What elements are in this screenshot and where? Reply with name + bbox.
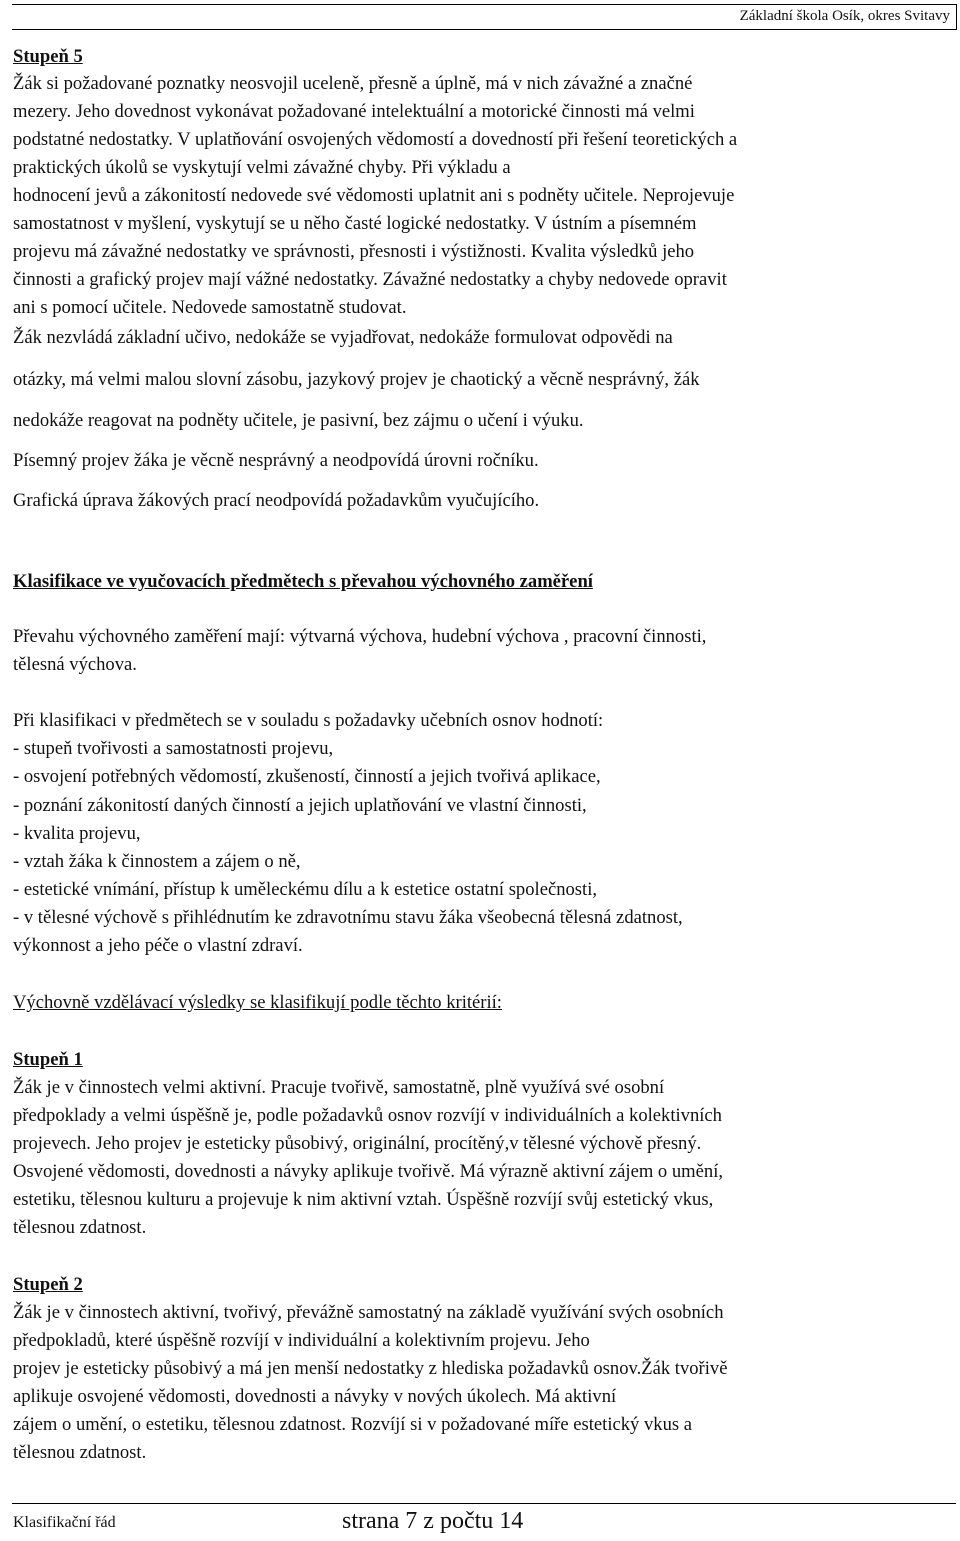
- paragraph-line: tělesnou zdatnost.: [13, 1217, 147, 1238]
- paragraph-line: předpokladů, které úspěšně rozvíjí v individuální a kolektivním projevu. Jeho: [13, 1330, 590, 1351]
- paragraph-line: tělesnou zdatnost.: [13, 1442, 147, 1463]
- criteria-item: - kvalita projevu,: [13, 823, 141, 844]
- results-heading: Výchovně vzdělávací výsledky se klasifikují podle těchto kritérií:: [13, 992, 502, 1013]
- grade-5-heading: Stupeň 5: [13, 46, 83, 67]
- paragraph-line: estetiku, tělesnou kulturu a projevuje k nim aktivní vztah. Úspěšně rozvíjí svůj estetický vkus,: [13, 1189, 714, 1210]
- paragraph-line: hodnocení jevů a zákonitostí nedovede své vědomosti uplatnit ani s podněty učitele. Neprojevuje: [13, 185, 735, 206]
- criteria-item: - stupeň tvořivosti a samostatnosti projevu,: [13, 738, 334, 759]
- paragraph-line: tělesná výchova.: [13, 654, 137, 675]
- paragraph-line: Grafická úprava žákových prací neodpovídá požadavkům vyučujícího.: [13, 490, 540, 511]
- document-title: Klasifikační řád: [13, 1514, 116, 1531]
- paragraph-line: aplikuje osvojené vědomosti, dovednosti a návyky v nových úkolech. Má aktivní: [13, 1386, 617, 1407]
- page-header: [12, 4, 957, 30]
- paragraph-line: otázky, má velmi malou slovní zásobu, jazykový projev je chaotický a věcně nesprávný, žák: [13, 369, 700, 390]
- criteria-item: - estetické vnímání, přístup k uměleckému dílu a k estetice ostatní společnosti,: [13, 879, 598, 900]
- paragraph-line: projevu má závažné nedostatky ve správnosti, přesnosti i výstižnosti. Kvalita výsledků jeho: [13, 241, 695, 262]
- paragraph-line: ani s pomocí učitele. Nedovede samostatně studovat.: [13, 297, 407, 318]
- criteria-intro: Při klasifikaci v předmětech se v souladu s požadavky učebních osnov hodnotí:: [13, 710, 604, 731]
- criteria-item: - vztah žáka k činnostem a zájem o ně,: [13, 851, 301, 872]
- paragraph-line: Osvojené vědomosti, dovednosti a návyky aplikuje tvořivě. Má výrazně aktivní zájem o umění,: [13, 1161, 724, 1182]
- paragraph-line: činnosti a grafický projev mají vážné nedostatky. Závažné nedostatky a chyby nedovede opravit: [13, 269, 727, 290]
- school-name: Základní škola Osík, okres Svitavy: [739, 8, 950, 24]
- paragraph-line: Žák si požadované poznatky neosvojil uceleně, přesně a úplně, má v nich závažné a značné: [13, 73, 693, 94]
- section-heading: Klasifikace ve vyučovacích předmětech s převahou výchovného zaměření: [13, 571, 593, 592]
- page-number: strana 7 z počtu 14: [342, 1508, 524, 1534]
- criteria-item: - osvojení potřebných vědomostí, zkušeností, činností a jejich tvořivá aplikace,: [13, 766, 601, 787]
- paragraph-line: praktických úkolů se vyskytují velmi závažné chyby. Při výkladu a: [13, 157, 511, 178]
- paragraph-line: Žák je v činnostech aktivní, tvořivý, převážně samostatný na základě využívání svých osobních: [13, 1302, 724, 1323]
- grade-2-heading: Stupeň 2: [13, 1274, 83, 1295]
- paragraph-line: mezery. Jeho dovednost vykonávat požadované intelektuální a motorické činnosti má velmi: [13, 101, 695, 122]
- page-footer: [12, 1503, 956, 1536]
- paragraph-line: nedokáže reagovat na podněty učitele, je pasivní, bez zájmu o učení i výuku.: [13, 410, 584, 431]
- paragraph-line: Písemný projev žáka je věcně nesprávný a neodpovídá úrovni ročníku.: [13, 450, 539, 471]
- paragraph-line: samostatnost v myšlení, vyskytují se u něho časté logické nedostatky. V ústním a písemném: [13, 213, 697, 234]
- criteria-item: výkonnost a jeho péče o vlastní zdraví.: [13, 935, 303, 956]
- paragraph-line: podstatné nedostatky. V uplatňování osvojených vědomostí a dovedností při řešení teoretických a: [13, 129, 738, 150]
- paragraph-line: projevech. Jeho projev je esteticky působivý, originální, procítěný,v tělesné výchově přesný.: [13, 1133, 702, 1154]
- paragraph-line: projev je esteticky působivý a má jen menší nedostatky z hlediska požadavků osnov.Žák tvořivě: [13, 1358, 728, 1379]
- paragraph-line: zájem o umění, o estetiku, tělesnou zdatnost. Rozvíjí si v požadované míře estetický vkus a: [13, 1414, 693, 1435]
- paragraph-line: Převahu výchovného zaměření mají: výtvarná výchova, hudební výchova , pracovní činnosti,: [13, 626, 707, 647]
- criteria-item: - poznání zákonitostí daných činností a jejich uplatňování ve vlastní činnosti,: [13, 795, 587, 816]
- paragraph-line: Žák je v činnostech velmi aktivní. Pracuje tvořivě, samostatně, plně využívá své osobní: [13, 1077, 665, 1098]
- paragraph-line: Žák nezvládá základní učivo, nedokáže se vyjadřovat, nedokáže formulovat odpovědi na: [13, 327, 673, 348]
- grade-1-heading: Stupeň 1: [13, 1049, 83, 1070]
- paragraph-line: předpoklady a velmi úspěšně je, podle požadavků osnov rozvíjí v individuálních a kolektivních: [13, 1105, 722, 1126]
- criteria-item: - v tělesné výchově s přihlédnutím ke zdravotnímu stavu žáka všeobecná tělesná zdatnost,: [13, 907, 683, 928]
